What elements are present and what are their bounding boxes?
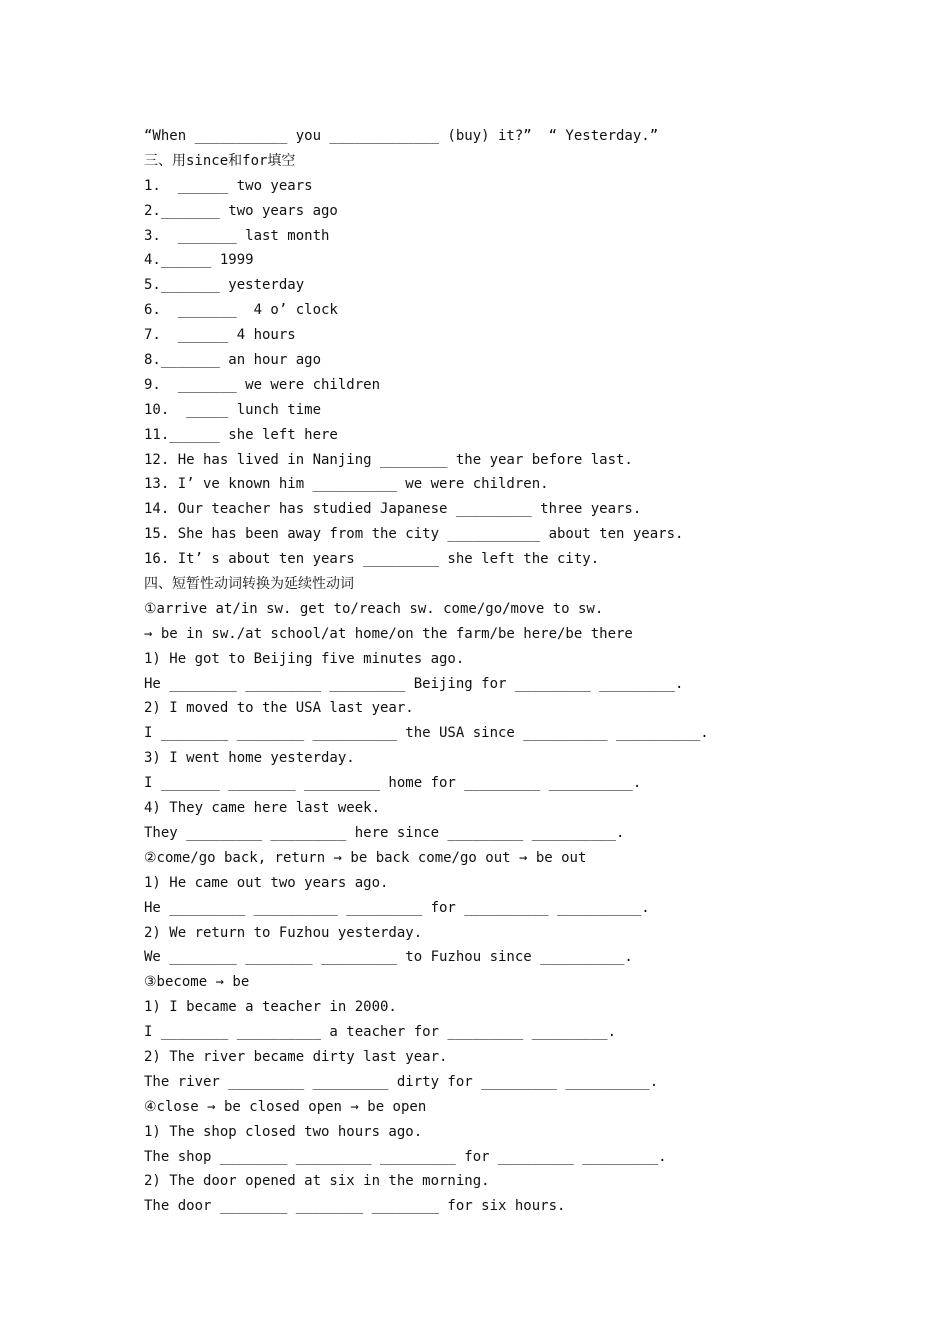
worksheet-page <box>144 124 864 1219</box>
example-sentence: 3) I went home yesterday. <box>144 750 355 767</box>
exercise-line: 10. _____ lunch time <box>144 401 322 418</box>
fill-in-line: The river _________ _________ dirty for _________ __________. <box>144 1073 659 1090</box>
exercise-line: 15. She has been away from the city ___________ about ten years. <box>144 526 684 543</box>
fill-in-line: He _________ __________ _________ for __________ __________. <box>144 899 650 916</box>
fill-in-line: The shop ________ _________ _________ for _________ _________. <box>144 1148 667 1165</box>
fill-in-line: He ________ _________ _________ Beijing for _________ _________. <box>144 675 684 692</box>
exercise-line: 11.______ she left here <box>144 426 338 443</box>
exercise-line: 8._______ an hour ago <box>144 352 322 369</box>
exercise-line: 6. _______ 4 o’ clock <box>144 302 338 319</box>
example-sentence: 2) The door opened at six in the morning. <box>144 1173 490 1190</box>
rule-line: ①arrive at/in sw. get to/reach sw. come/go/move to sw. <box>144 600 604 617</box>
rule-line: → be in sw./at school/at home/on the farm/be here/be there <box>144 625 633 642</box>
exercise-line: 3. _______ last month <box>144 227 330 244</box>
exercise-line: 9. _______ we were children <box>144 376 381 393</box>
example-sentence: 4) They came here last week. <box>144 800 381 817</box>
fill-in-line: The door ________ ________ ________ for six hours. <box>144 1198 566 1215</box>
fill-in-line: I ________ __________ a teacher for _________ _________. <box>144 1024 617 1041</box>
rule-line: ②come/go back, return → be back come/go out → be out <box>144 849 587 866</box>
exercise-line: 14. Our teacher has studied Japanese _________ three years. <box>144 501 642 518</box>
example-sentence: 1) The shop closed two hours ago. <box>144 1123 423 1140</box>
example-sentence: 1) He got to Beijing five minutes ago. <box>144 650 465 667</box>
exercise-line: 1. ______ two years <box>144 177 313 194</box>
example-sentence: 2) We return to Fuzhou yesterday. <box>144 924 423 941</box>
section-heading: 四、短暂性动词转换为延续性动词 <box>144 576 354 593</box>
example-sentence: 2) I moved to the USA last year. <box>144 700 414 717</box>
fill-in-line: I _______ ________ _________ home for _________ __________. <box>144 775 642 792</box>
exercise-line: 16. It’ s about ten years _________ she left the city. <box>144 551 600 568</box>
exercise-line: 2._______ two years ago <box>144 202 338 219</box>
example-sentence: 1) He came out two years ago. <box>144 874 389 891</box>
fill-in-line: They _________ _________ here since _________ __________. <box>144 824 625 841</box>
exercise-line: 13. I’ ve known him __________ we were children. <box>144 476 549 493</box>
fill-in-line: We ________ ________ _________ to Fuzhou since __________. <box>144 949 633 966</box>
exercise-line: 7. ______ 4 hours <box>144 327 296 344</box>
exercise-line: 12. He has lived in Nanjing ________ the year before last. <box>144 451 633 468</box>
section-heading: 三、用since和for填空 <box>144 152 296 169</box>
exercise-line: 5._______ yesterday <box>144 277 305 294</box>
rule-line: ④close → be closed open → be open <box>144 1098 427 1115</box>
fill-in-line: I ________ ________ __________ the USA since __________ __________. <box>144 725 709 742</box>
question-line: “When ___________ you _____________ (buy) it?” “ Yesterday.” <box>144 128 659 144</box>
rule-line: ③become → be <box>144 974 250 991</box>
exercise-line: 4.______ 1999 <box>144 252 254 269</box>
example-sentence: 1) I became a teacher in 2000. <box>144 999 397 1016</box>
example-sentence: 2) The river became dirty last year. <box>144 1048 448 1065</box>
